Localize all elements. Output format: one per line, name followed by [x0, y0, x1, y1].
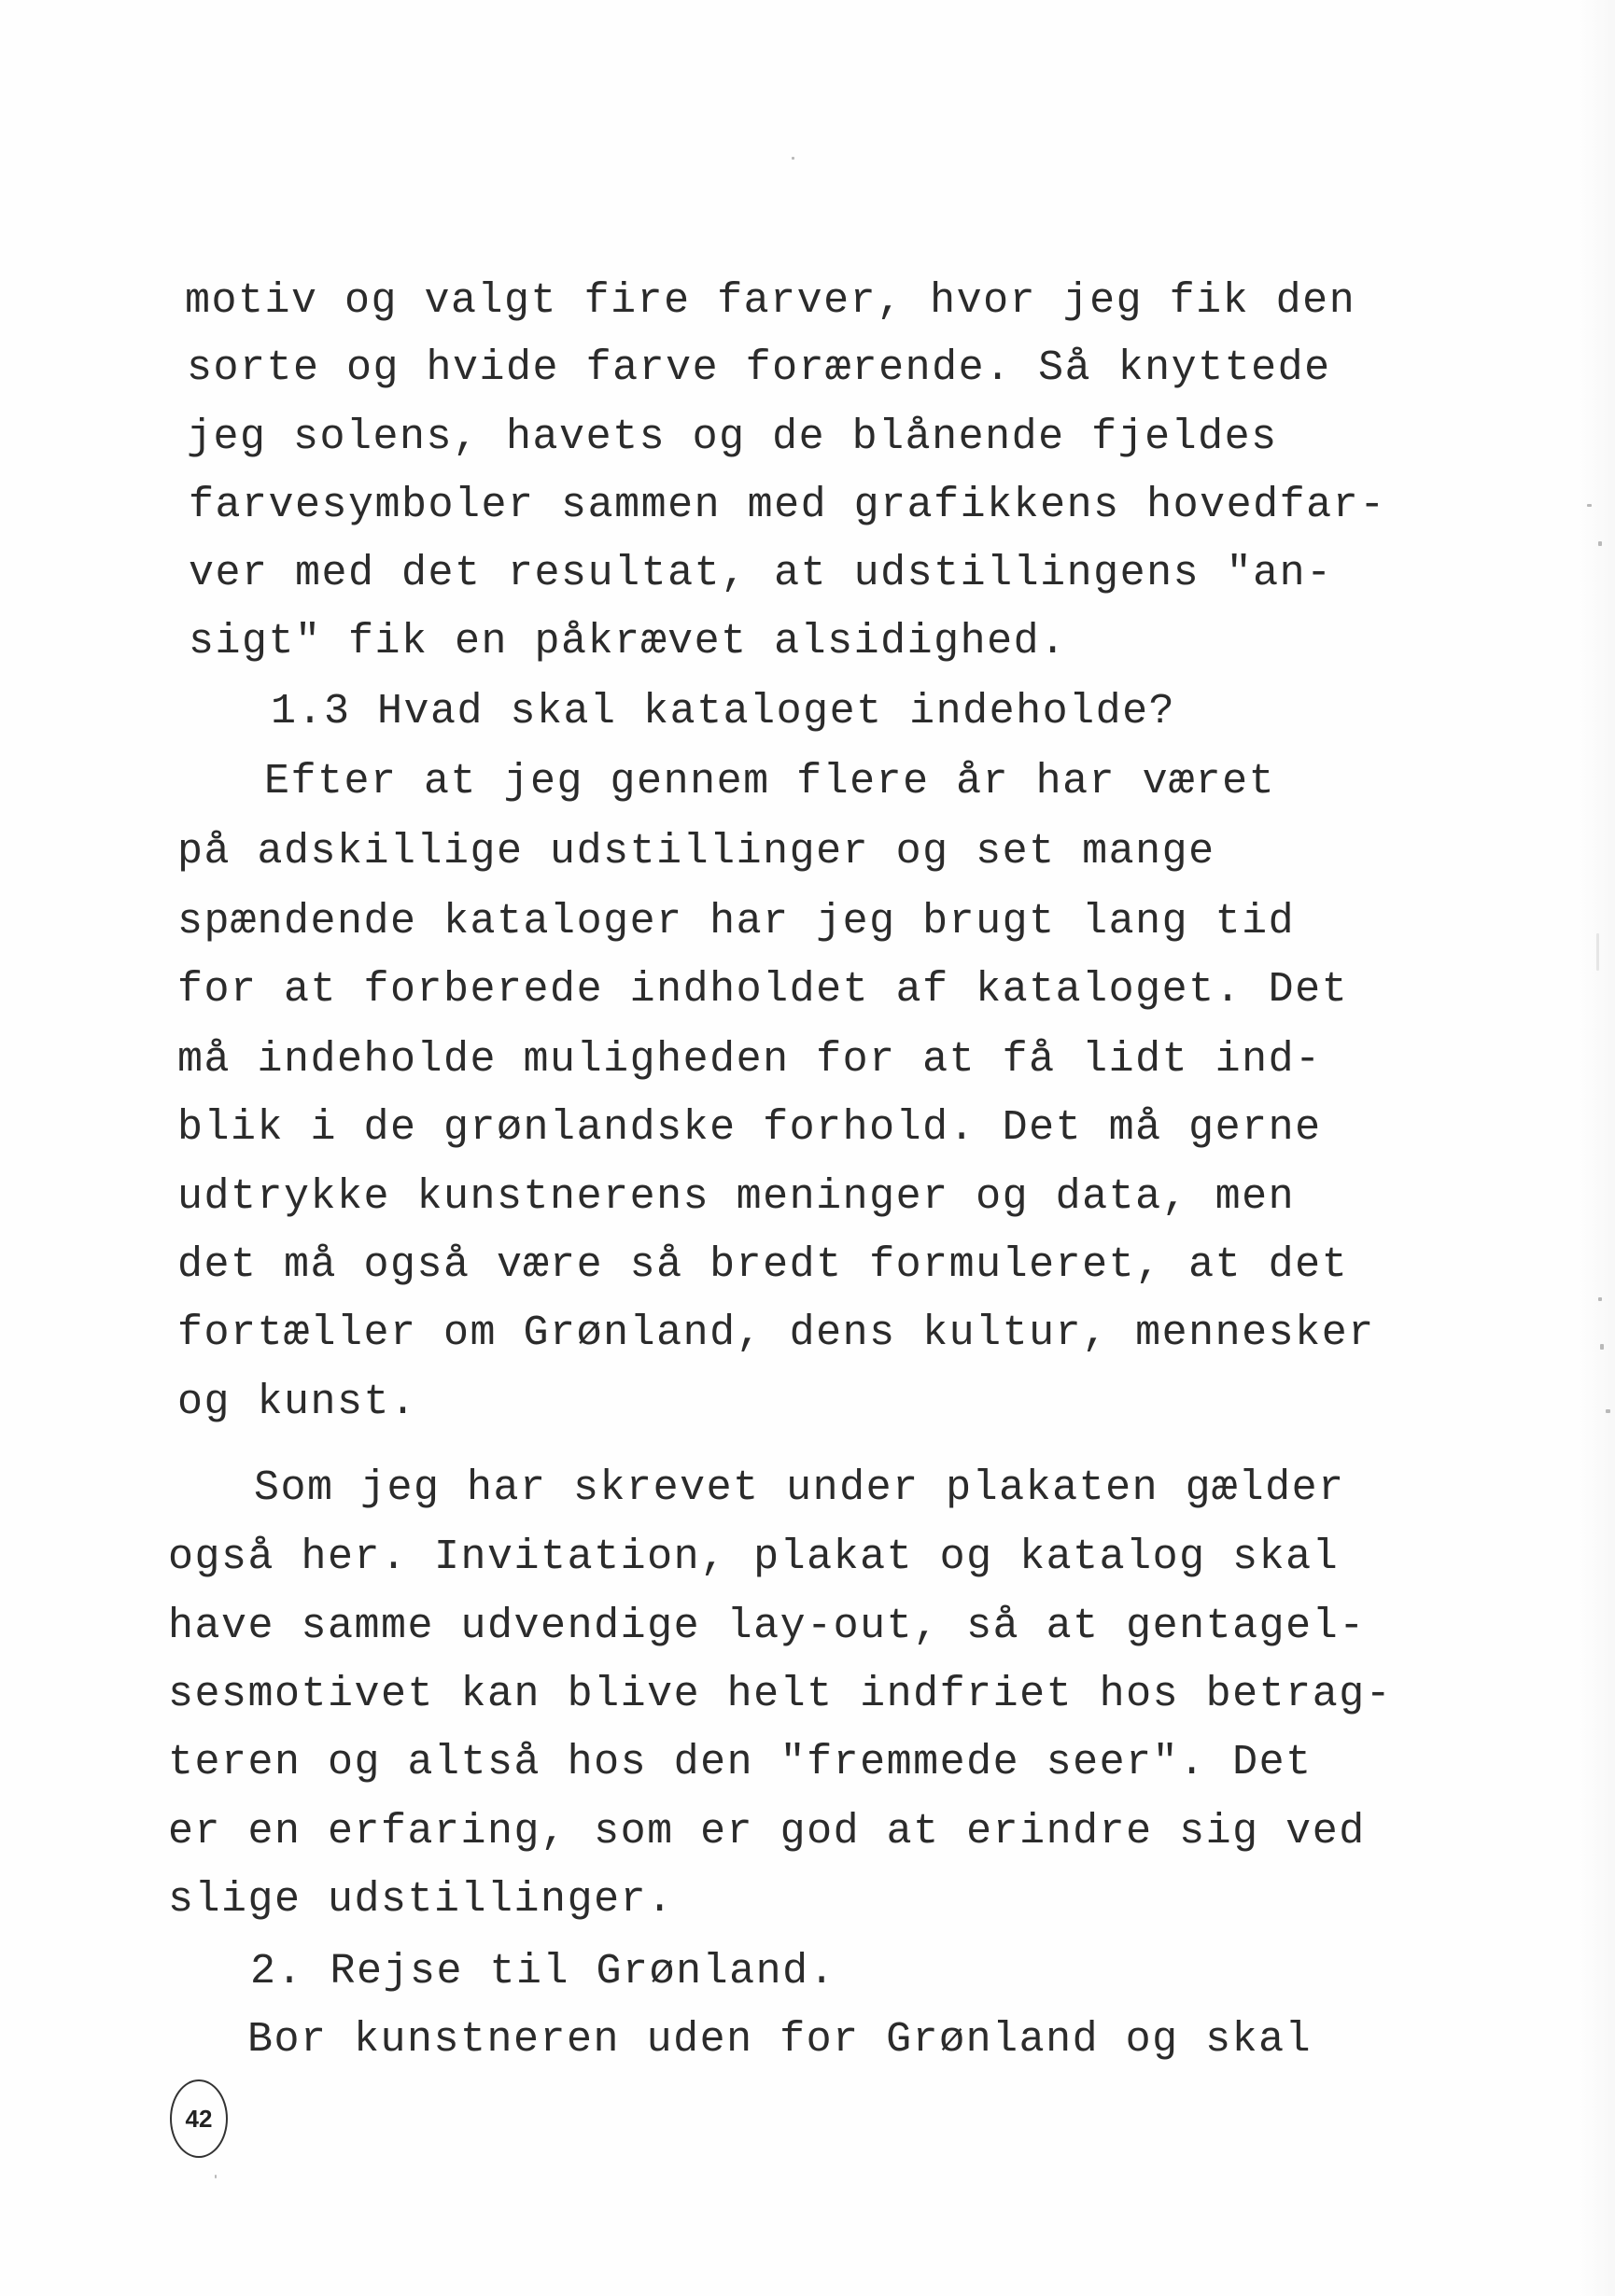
scan-speck	[1598, 1297, 1602, 1301]
text-line: teren og altså hos den "fremmede seer". Det	[168, 1739, 1313, 1786]
text-line: sorte og hvide farve forærende. Så knyttede	[187, 344, 1331, 392]
scan-speck	[1600, 1344, 1604, 1350]
page-number-circle	[170, 2079, 228, 2158]
text-line: på adskillige udstillinger og set mange	[177, 828, 1215, 875]
text-line: have samme udvendige lay-out, så at gentagel-	[168, 1603, 1366, 1650]
scan-speck	[1606, 1409, 1610, 1413]
text-line: udtrykke kunstnerens meninger og data, men	[177, 1173, 1296, 1221]
text-line: og kunst.	[177, 1379, 417, 1426]
text-line: farvesymboler sammen med grafikkens hovedfar-	[189, 482, 1386, 529]
scan-speck	[1587, 504, 1592, 507]
text-line: fortæller om Grønland, dens kultur, mennesker	[177, 1309, 1375, 1357]
page-number: 42	[185, 2104, 213, 2133]
scan-speck	[215, 2175, 217, 2178]
text-line: 2. Rejse til Grønland.	[250, 1948, 836, 1995]
text-line: Bor kunstneren uden for Grønland og skal	[247, 2016, 1313, 2064]
text-line: også her. Invitation, plakat og katalog skal	[168, 1533, 1340, 1581]
text-line: det må også være så bredt formuleret, at det	[177, 1241, 1349, 1289]
text-line: sigt" fik en påkrævet alsidighed.	[189, 618, 1067, 665]
text-line: slige udstillinger.	[168, 1876, 674, 1924]
scan-speck	[1598, 541, 1602, 546]
text-line: for at forberede indholdet af kataloget. Det	[177, 966, 1349, 1014]
text-line: motiv og valgt fire farver, hvor jeg fik den	[185, 277, 1356, 325]
text-line: 1.3 Hvad skal kataloget indeholde?	[271, 688, 1176, 735]
text-line: må indeholde muligheden for at få lidt ind-	[177, 1036, 1322, 1084]
text-line: jeg solens, havets og de blånende fjeldes	[187, 413, 1278, 461]
text-line: blik i de grønlandske forhold. Det må gerne	[177, 1104, 1322, 1152]
text-line: er en erfaring, som er god at erindre sig ved	[168, 1808, 1366, 1855]
page-edge-shadow	[1578, 0, 1615, 2296]
scan-speck	[792, 157, 794, 160]
text-line: Som jeg har skrevet under plakaten gælder	[254, 1464, 1345, 1512]
scan-speck	[1596, 933, 1599, 971]
text-line: sesmotivet kan blive helt indfriet hos betrag-	[168, 1671, 1393, 1718]
text-line: Efter at jeg gennem flere år har været	[264, 758, 1276, 805]
text-line: ver med det resultat, at udstillingens "an-	[189, 550, 1333, 597]
text-line: spændende kataloger har jeg brugt lang tid	[177, 898, 1296, 945]
